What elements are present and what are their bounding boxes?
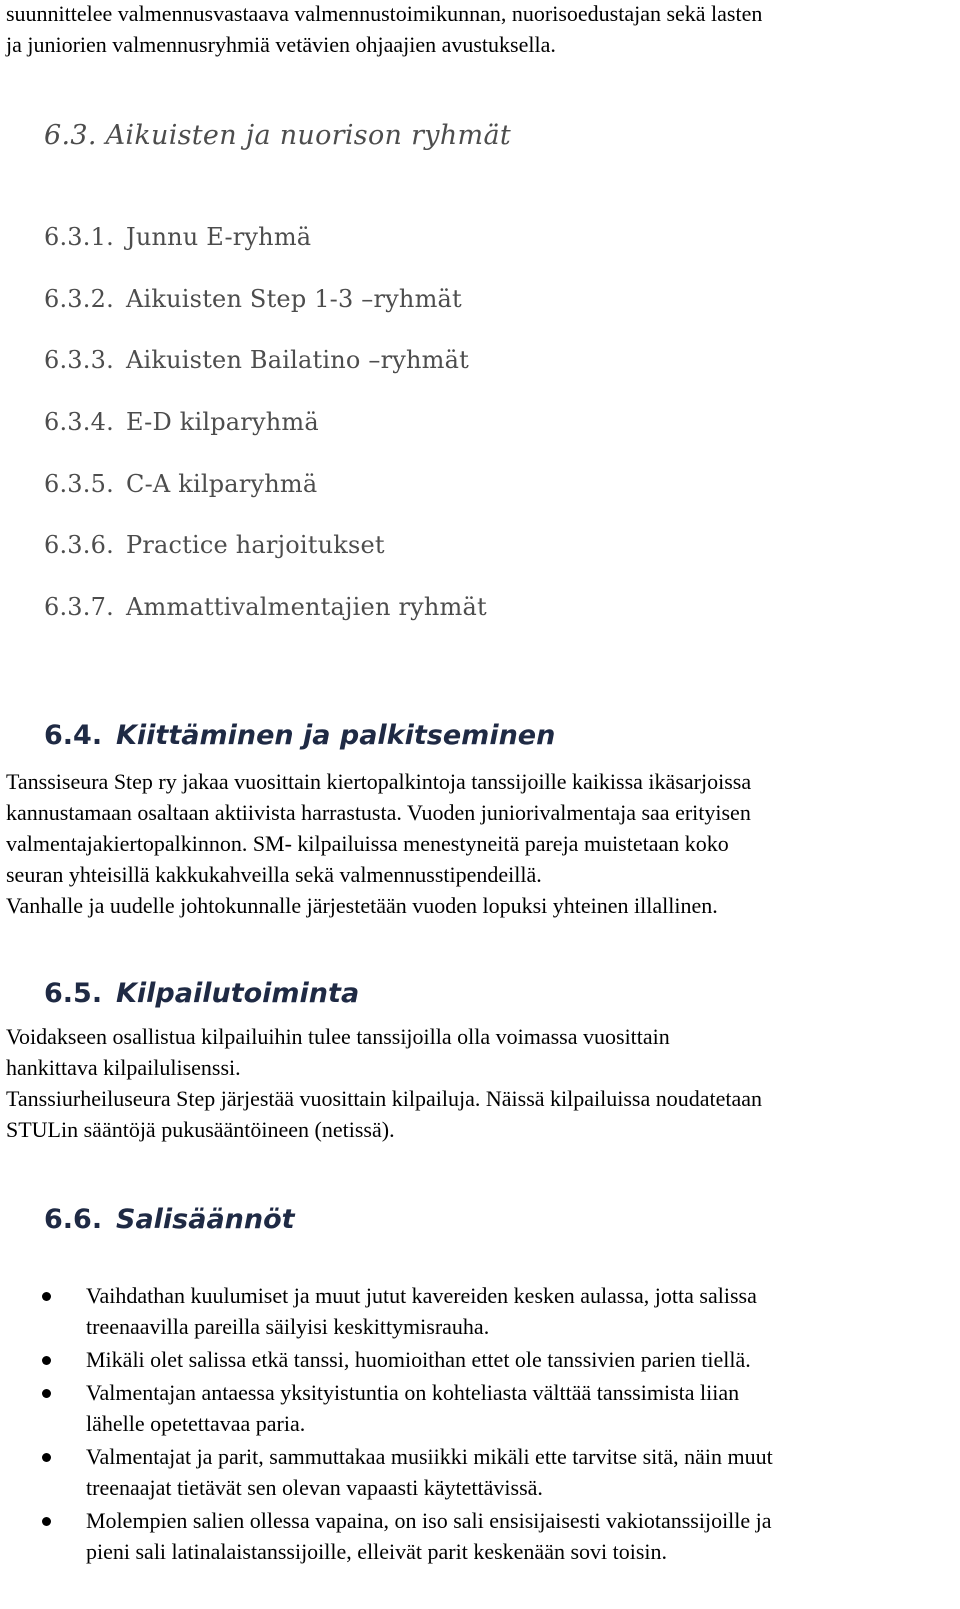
subsection-number: 6.3.4. [44,408,114,436]
list-item-line: Vaihdathan kuulumiset ja muut jutut kavereiden kesken aulassa, jotta salissa [86,1283,757,1308]
intro-line: ja juniorien valmennusryhmiä vetävien ohjaajien avustuksella. [6,32,556,57]
subsection-number: 6.3.1. [44,223,114,251]
list-item-line: Mikäli olet salissa etkä tanssi, huomioithan ettet ole tanssivien parien tiellä. [86,1347,751,1372]
list-item [0,1344,950,1375]
subsection-heading [44,531,385,559]
section-6-4-heading [44,720,555,751]
list-item-line: pieni sali latinalaistanssijoille, elleivät parit keskenään sovi toisin. [86,1539,668,1564]
subsection-label: C-A kilparyhmä [126,470,318,498]
subsection-label: Ammattivalmentajien ryhmät [126,593,487,621]
list-item [0,1280,950,1342]
list-item [0,1441,950,1503]
intro-paragraph [6,0,956,60]
subsection-number: 6.3.7. [44,593,114,621]
subsection-heading [44,285,462,313]
subsection-number: 6.3.2. [44,285,114,313]
list-item-line: Valmentajat ja parit, sammuttakaa musiikki mikäli ette tarvitse sitä, näin muut [86,1444,773,1469]
paragraph-line: valmentajakiertopalkinnon. SM- kilpailuissa menestyneitä pareja muistetaan koko [6,831,729,856]
section-title: Salisäännöt [116,1204,295,1235]
bullet-icon [42,1292,51,1301]
subsection-label: Practice harjoitukset [126,531,385,559]
subsection-number: 6.3.6. [44,531,114,559]
list-item [0,1377,950,1439]
section-number: 6.5. [44,978,103,1009]
subsection-label: Junnu E-ryhmä [126,223,312,251]
subsection-label: E-D kilparyhmä [126,408,319,436]
bullet-icon [42,1356,51,1365]
subsection-heading [44,593,487,621]
paragraph-line: kannustamaan osaltaan aktiivista harrastusta. Vuoden juniorivalmentaja saa erityisen [6,800,751,825]
section-number: 6.4. [44,720,103,751]
subsection-heading [44,470,317,498]
section-6-6-heading [44,1204,295,1235]
bullet-icon [42,1453,51,1462]
intro-line: suunnittelee valmennusvastaava valmennustoimikunnan, nuorisoedustajan sekä lasten [6,1,763,26]
section-6-4-paragraph [6,766,951,921]
paragraph-line: Vanhalle ja uudelle johtokunnalle järjestetään vuoden lopuksi yhteinen illallinen. [6,893,718,918]
list-item-line: treenaajat tietävät sen olevan vapaasti käytettävissä. [86,1475,543,1500]
subsection-heading [44,346,469,374]
section-number: 6.6. [44,1204,103,1235]
paragraph-line: Voidakseen osallistua kilpailuihin tulee tanssijoilla olla voimassa vuosittain [6,1024,670,1049]
rules-list [0,1280,950,1569]
list-item [0,1505,950,1567]
section-title: Kiittäminen ja palkitseminen [116,720,556,751]
paragraph-line: STULin sääntöjä pukusääntöineen (netissä). [6,1117,395,1142]
paragraph-line: Tanssiurheiluseura Step järjestää vuosittain kilpailuja. Näissä kilpailuissa noudatetaan [6,1086,763,1111]
bullet-icon [42,1389,51,1398]
subsection-number: 6.3.5. [44,470,114,498]
section-6-5-paragraph [6,1021,951,1145]
subsection-label: Aikuisten Step 1-3 –ryhmät [126,285,462,313]
paragraph-line: Tanssiseura Step ry jakaa vuosittain kiertopalkintoja tanssijoille kaikissa ikäsarjoissa [6,769,752,794]
section-6-5-heading [44,978,359,1009]
list-item-line: lähelle opetettavaa paria. [86,1411,306,1436]
subsection-label: Aikuisten Bailatino –ryhmät [126,346,469,374]
subsection-number: 6.3.3. [44,346,114,374]
list-item-line: treenaavilla pareilla säilyisi keskittymisrauha. [86,1314,490,1339]
paragraph-line: seuran yhteisillä kakkukahveilla sekä valmennusstipendeillä. [6,862,542,887]
section-title: Kilpailutoiminta [116,978,360,1009]
paragraph-line: hankittava kilpailulisenssi. [6,1055,241,1080]
list-item-line: Valmentajan antaessa yksityistuntia on kohteliasta välttää tanssimista liian [86,1380,740,1405]
section-6-3-heading: 6.3. Aikuisten ja nuorison ryhmät [44,120,511,151]
subsection-heading [44,223,311,251]
list-item-line: Molempien salien ollessa vapaina, on iso sali ensisijaisesti vakiotanssijoille ja [86,1508,772,1533]
bullet-icon [42,1517,51,1526]
subsection-heading [44,408,319,436]
